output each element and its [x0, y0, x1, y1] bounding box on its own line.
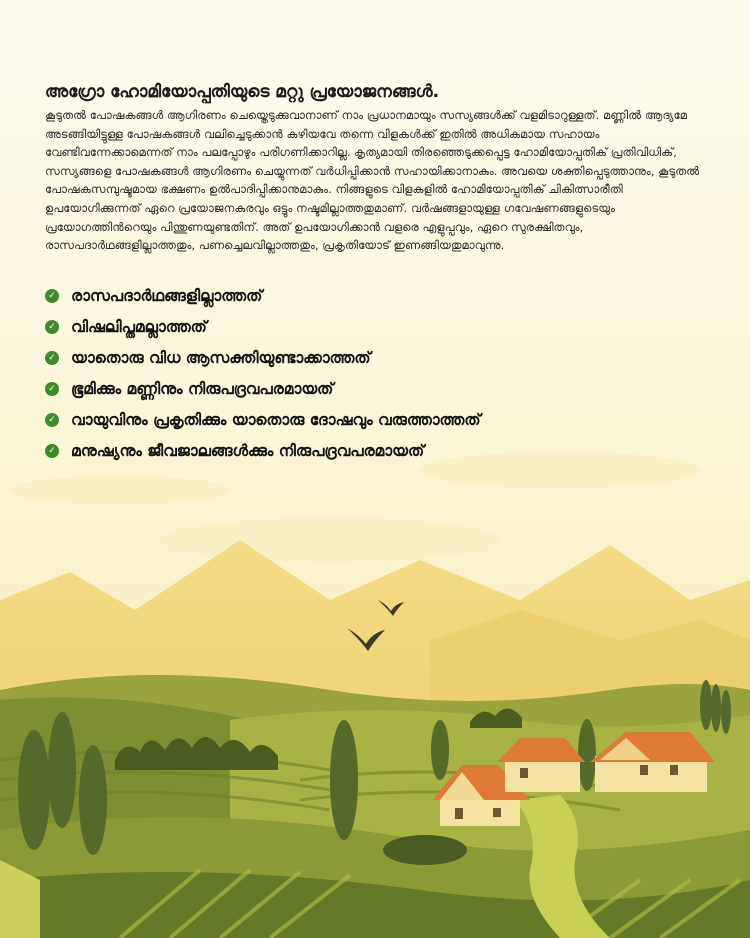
article-paragraph: കൂടുതൽ പോഷകങ്ങൾ ആഗിരണം ചെയ്തെടുക്കുവാനാണ് നാം പ്രധാനമായും സസ്യങ്ങൾക്ക് വളമിടാറുള്ളത്. മണ്ണിൽ ആദ്യമേ അടങ്ങിയിട്ടുള്ള പോഷകങ്ങൾ വലിച്ചെടുക്കാൻ കഴിയവേ തന്നെ വിളകൾക്ക് ഇതിൽ അധികമായ സഹായം വേണ്ടിവന്നേക്കാമെന്നത് നാം പലപ്പോഴും പരിഗണിക്കാറില്ല. കൃത്യമായി തിരഞ്ഞെടുക്കപ്പെട്ട ഹോമിയോപ്പതിക് പ്രതിവിധിക്, സസ്യങ്ങളെ പോഷകങ്ങൾ ആഗിരണം ചെയ്യുന്നത് വർധിപ്പിക്കാൻ സഹായിക്കാനാകും. അവയെ ശക്തിപ്പെടുത്താനും, കൂടുതൽ പോഷകസമ്പുഷ്ടമായ ഭക്ഷണം ഉൽപാദിപ്പിക്കാനുമാകും. നിങ്ങളുടെ വിളകളിൽ ഹോമിയോപ്പതിക് ചികിത്സാരീതി ഉപയോഗിക്കുന്നത് ഏറെ പ്രയോജനകരവും ഒട്ടും നഷ്ടമില്ലാത്തതുമാണ്. വർഷങ്ങളായുള്ള ഗവേഷണങ്ങളുടെയും പ്രയോഗത്തിൻറെയും പിന്തുണയുണ്ടതിന്. അത് ഉപയോഗിക്കാൻ വളരെ എളുപ്പവും, ഏറെ സുരക്ഷിതവും, രാസപദാർഥങ്ങളില്ലാത്തതും, പണച്ചെലവില്ലാത്തതും, പ്രകൃതിയോട് ഇണങ്ങിയതുമാവുന്നു.	[45, 108, 700, 253]
check-circle-icon: ✓	[45, 444, 59, 458]
check-circle-icon: ✓	[45, 320, 59, 334]
benefit-item	[45, 405, 710, 436]
benefit-label: യാതൊരു വിധ ആസക്തിയുണ്ടാക്കാത്തത്	[71, 348, 371, 367]
article	[45, 80, 710, 467]
benefit-item	[45, 436, 710, 467]
bush	[383, 835, 467, 865]
benefit-item	[45, 312, 710, 343]
check-circle-icon: ✓	[45, 413, 59, 427]
check-circle-icon: ✓	[45, 351, 59, 365]
benefit-item	[45, 343, 710, 374]
benefit-label: ഭൂമിക്കും മണ്ണിനും നിരുപദ്രവപരമായത്	[71, 379, 334, 398]
benefit-label: വിഷലിപ്തമല്ലാത്തത്	[71, 317, 207, 336]
benefit-label: വായുവിനും പ്രകൃതിക്കും യാതൊരു ദോഷവും വരുത്താത്തത്	[71, 410, 481, 429]
check-circle-icon: ✓	[45, 289, 59, 303]
benefit-list	[45, 281, 710, 467]
article-title: അഗ്രോ ഹോമിയോപ്പതിയുടെ മറ്റു പ്രയോജനങ്ങൾ.	[45, 82, 440, 102]
benefit-label: മനുഷ്യനും ജീവജാലങ്ങൾക്കും നിരുപദ്രവപരമായത്	[71, 441, 425, 460]
benefit-label: രാസപദാർഥങ്ങളില്ലാത്തത്	[71, 286, 263, 305]
check-circle-icon: ✓	[45, 382, 59, 396]
benefit-item	[45, 281, 710, 312]
benefit-item	[45, 374, 710, 405]
